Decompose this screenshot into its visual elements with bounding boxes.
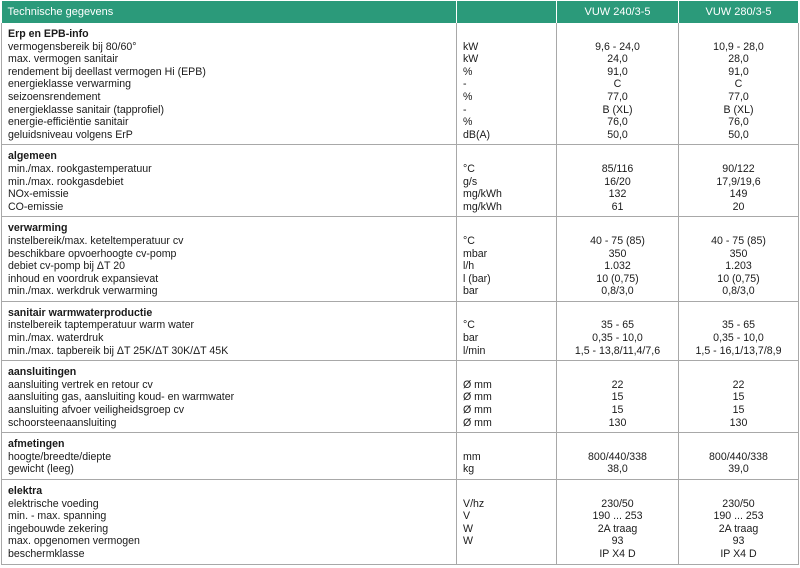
section-header-row bbox=[2, 220, 799, 235]
table-row bbox=[2, 463, 799, 476]
row-label: beschermklasse bbox=[2, 548, 457, 561]
row-unit: V/hz bbox=[457, 498, 557, 511]
row-label: aansluiting afvoer veiligheidsgroep cv bbox=[2, 404, 457, 417]
row-label: max. opgenomen vermogen bbox=[2, 535, 457, 548]
section-title: elektra bbox=[2, 483, 457, 498]
header-row bbox=[2, 1, 799, 23]
row-label: rendement bij deellast vermogen Hi (EPB) bbox=[2, 66, 457, 79]
row-label: instelbereik taptemperatuur warm water bbox=[2, 319, 457, 332]
row-unit: bar bbox=[457, 332, 557, 345]
row-label: hoogte/breedte/diepte bbox=[2, 451, 457, 464]
row-label: aansluiting gas, aansluiting koud- en warmwater bbox=[2, 391, 457, 404]
header-model-b: VUW 280/3-5 bbox=[679, 1, 799, 23]
row-value-model-a: 77,0 bbox=[557, 91, 679, 104]
row-value-model-b: 800/440/338 bbox=[679, 451, 799, 464]
section-header-unit bbox=[457, 436, 557, 451]
row-label: vermogensbereik bij 80/60° bbox=[2, 41, 457, 54]
row-value-model-b: 93 bbox=[679, 535, 799, 548]
table-row bbox=[2, 548, 799, 561]
technical-specs-table bbox=[1, 1, 799, 565]
row-value-model-b: 15 bbox=[679, 404, 799, 417]
table-row bbox=[2, 66, 799, 79]
row-value-model-a: 24,0 bbox=[557, 53, 679, 66]
row-unit: l/h bbox=[457, 260, 557, 273]
row-unit: °C bbox=[457, 319, 557, 332]
table-body bbox=[2, 23, 799, 564]
row-value-model-b: 22 bbox=[679, 379, 799, 392]
divider-cell bbox=[457, 561, 557, 565]
header-unit bbox=[457, 1, 557, 23]
row-unit: mg/kWh bbox=[457, 201, 557, 214]
table-row bbox=[2, 176, 799, 189]
row-value-model-b: C bbox=[679, 78, 799, 91]
table-row bbox=[2, 78, 799, 91]
table-header bbox=[2, 1, 799, 23]
row-label: energieklasse sanitair (tapprofiel) bbox=[2, 104, 457, 117]
section-header-b bbox=[679, 26, 799, 41]
row-label: min. - max. spanning bbox=[2, 510, 457, 523]
row-unit: mbar bbox=[457, 248, 557, 261]
row-value-model-b: 20 bbox=[679, 201, 799, 214]
row-value-model-b: 50,0 bbox=[679, 129, 799, 142]
section-header-unit bbox=[457, 483, 557, 498]
table-row bbox=[2, 451, 799, 464]
table-row bbox=[2, 417, 799, 430]
section-title: afmetingen bbox=[2, 436, 457, 451]
row-value-model-b: 190 ... 253 bbox=[679, 510, 799, 523]
table-row bbox=[2, 523, 799, 536]
row-value-model-b: 2A traag bbox=[679, 523, 799, 536]
row-value-model-a: 1.032 bbox=[557, 260, 679, 273]
table-row bbox=[2, 91, 799, 104]
row-unit: % bbox=[457, 66, 557, 79]
table-row bbox=[2, 163, 799, 176]
table-row bbox=[2, 129, 799, 142]
section-header-row bbox=[2, 26, 799, 41]
table-row bbox=[2, 116, 799, 129]
row-label: min./max. rookgasdebiet bbox=[2, 176, 457, 189]
section-header-b bbox=[679, 364, 799, 379]
row-unit: - bbox=[457, 104, 557, 117]
row-value-model-b: 77,0 bbox=[679, 91, 799, 104]
section-header-a bbox=[557, 148, 679, 163]
row-unit: kW bbox=[457, 53, 557, 66]
table-row bbox=[2, 273, 799, 286]
row-value-model-a: 91,0 bbox=[557, 66, 679, 79]
table-row bbox=[2, 391, 799, 404]
row-value-model-b: 230/50 bbox=[679, 498, 799, 511]
row-label: min./max. werkdruk verwarming bbox=[2, 285, 457, 298]
row-label: energieklasse verwarming bbox=[2, 78, 457, 91]
header-title: Technische gegevens bbox=[2, 1, 457, 23]
row-value-model-a: 93 bbox=[557, 535, 679, 548]
section-header-row bbox=[2, 148, 799, 163]
section-title: sanitair warmwaterproductie bbox=[2, 305, 457, 320]
row-unit: l/min bbox=[457, 345, 557, 358]
row-value-model-a: 16/20 bbox=[557, 176, 679, 189]
row-unit: bar bbox=[457, 285, 557, 298]
row-value-model-b: 39,0 bbox=[679, 463, 799, 476]
row-value-model-b: IP X4 D bbox=[679, 548, 799, 561]
row-value-model-b: 0,8/3,0 bbox=[679, 285, 799, 298]
row-value-model-a: 350 bbox=[557, 248, 679, 261]
row-unit: l (bar) bbox=[457, 273, 557, 286]
section-header-unit bbox=[457, 26, 557, 41]
row-value-model-a: 40 - 75 (85) bbox=[557, 235, 679, 248]
row-value-model-a: IP X4 D bbox=[557, 548, 679, 561]
row-label: aansluiting vertrek en retour cv bbox=[2, 379, 457, 392]
table-row bbox=[2, 260, 799, 273]
section-header-a bbox=[557, 220, 679, 235]
divider-cell bbox=[679, 561, 799, 565]
row-value-model-b: 40 - 75 (85) bbox=[679, 235, 799, 248]
section-header-a bbox=[557, 483, 679, 498]
row-value-model-b: 15 bbox=[679, 391, 799, 404]
row-unit: mg/kWh bbox=[457, 188, 557, 201]
row-value-model-b: 350 bbox=[679, 248, 799, 261]
section-title: aansluitingen bbox=[2, 364, 457, 379]
section-header-unit bbox=[457, 364, 557, 379]
section-header-unit bbox=[457, 220, 557, 235]
row-value-model-b: 10 (0,75) bbox=[679, 273, 799, 286]
row-value-model-a: 0,35 - 10,0 bbox=[557, 332, 679, 345]
table-row bbox=[2, 248, 799, 261]
row-label: energie-efficiëntie sanitair bbox=[2, 116, 457, 129]
row-unit bbox=[457, 548, 557, 561]
row-label: inhoud en voordruk expansievat bbox=[2, 273, 457, 286]
row-unit: Ø mm bbox=[457, 417, 557, 430]
row-value-model-b: 1,5 - 16,1/13,7/8,9 bbox=[679, 345, 799, 358]
row-unit: kW bbox=[457, 41, 557, 54]
row-value-model-b: B (XL) bbox=[679, 104, 799, 117]
table-row bbox=[2, 235, 799, 248]
row-value-model-b: 35 - 65 bbox=[679, 319, 799, 332]
table-row bbox=[2, 379, 799, 392]
row-label: geluidsniveau volgens ErP bbox=[2, 129, 457, 142]
row-value-model-b: 149 bbox=[679, 188, 799, 201]
row-value-model-a: 50,0 bbox=[557, 129, 679, 142]
row-value-model-b: 0,35 - 10,0 bbox=[679, 332, 799, 345]
table-row bbox=[2, 345, 799, 358]
row-value-model-b: 90/122 bbox=[679, 163, 799, 176]
row-value-model-a: 10 (0,75) bbox=[557, 273, 679, 286]
table-row bbox=[2, 319, 799, 332]
row-value-model-a: 0,8/3,0 bbox=[557, 285, 679, 298]
row-label: NOx-emissie bbox=[2, 188, 457, 201]
row-unit: Ø mm bbox=[457, 391, 557, 404]
section-header-b bbox=[679, 305, 799, 320]
row-unit: °C bbox=[457, 163, 557, 176]
row-unit: - bbox=[457, 78, 557, 91]
row-unit: g/s bbox=[457, 176, 557, 189]
section-header-a bbox=[557, 305, 679, 320]
row-label: instelbereik/max. keteltemperatuur cv bbox=[2, 235, 457, 248]
table-row bbox=[2, 535, 799, 548]
section-header-a bbox=[557, 436, 679, 451]
row-value-model-a: 85/116 bbox=[557, 163, 679, 176]
row-label: debiet cv-pomp bij ΔT 20 bbox=[2, 260, 457, 273]
row-value-model-b: 10,9 - 28,0 bbox=[679, 41, 799, 54]
section-header-unit bbox=[457, 148, 557, 163]
row-label: elektrische voeding bbox=[2, 498, 457, 511]
row-value-model-a: 76,0 bbox=[557, 116, 679, 129]
row-label: CO-emissie bbox=[2, 201, 457, 214]
row-value-model-a: 800/440/338 bbox=[557, 451, 679, 464]
row-label: min./max. tapbereik bij ΔT 25K/ΔT 30K/ΔT 45K bbox=[2, 345, 457, 358]
row-value-model-a: 132 bbox=[557, 188, 679, 201]
row-value-model-a: 15 bbox=[557, 404, 679, 417]
row-value-model-a: 230/50 bbox=[557, 498, 679, 511]
section-header-row bbox=[2, 305, 799, 320]
row-value-model-a: C bbox=[557, 78, 679, 91]
row-unit: % bbox=[457, 91, 557, 104]
row-value-model-a: 9,6 - 24,0 bbox=[557, 41, 679, 54]
row-value-model-a: 190 ... 253 bbox=[557, 510, 679, 523]
row-value-model-b: 28,0 bbox=[679, 53, 799, 66]
row-value-model-a: 35 - 65 bbox=[557, 319, 679, 332]
section-header-b bbox=[679, 483, 799, 498]
row-unit: % bbox=[457, 116, 557, 129]
section-divider bbox=[2, 561, 799, 565]
table-row bbox=[2, 332, 799, 345]
row-value-model-a: 1,5 - 13,8/11,4/7,6 bbox=[557, 345, 679, 358]
row-unit: Ø mm bbox=[457, 379, 557, 392]
table-row bbox=[2, 41, 799, 54]
table-row bbox=[2, 53, 799, 66]
row-value-model-a: 22 bbox=[557, 379, 679, 392]
row-unit: Ø mm bbox=[457, 404, 557, 417]
section-header-row bbox=[2, 483, 799, 498]
table-row bbox=[2, 498, 799, 511]
row-label: max. vermogen sanitair bbox=[2, 53, 457, 66]
section-header-row bbox=[2, 364, 799, 379]
row-value-model-a: 61 bbox=[557, 201, 679, 214]
row-value-model-b: 17,9/19,6 bbox=[679, 176, 799, 189]
row-value-model-a: 130 bbox=[557, 417, 679, 430]
table-row bbox=[2, 510, 799, 523]
section-header-b bbox=[679, 436, 799, 451]
row-value-model-a: 2A traag bbox=[557, 523, 679, 536]
section-header-b bbox=[679, 220, 799, 235]
header-model-a: VUW 240/3-5 bbox=[557, 1, 679, 23]
section-title: verwarming bbox=[2, 220, 457, 235]
row-value-model-a: 38,0 bbox=[557, 463, 679, 476]
row-unit: V bbox=[457, 510, 557, 523]
row-label: ingebouwde zekering bbox=[2, 523, 457, 536]
section-title: Erp en EPB-info bbox=[2, 26, 457, 41]
row-label: min./max. rookgastemperatuur bbox=[2, 163, 457, 176]
row-value-model-a: B (XL) bbox=[557, 104, 679, 117]
divider-cell bbox=[557, 561, 679, 565]
section-header-row bbox=[2, 436, 799, 451]
table-row bbox=[2, 404, 799, 417]
row-value-model-b: 1.203 bbox=[679, 260, 799, 273]
row-label: schoorsteenaansluiting bbox=[2, 417, 457, 430]
section-header-unit bbox=[457, 305, 557, 320]
row-label: gewicht (leeg) bbox=[2, 463, 457, 476]
row-value-model-a: 15 bbox=[557, 391, 679, 404]
section-header-a bbox=[557, 364, 679, 379]
table-row bbox=[2, 201, 799, 214]
row-unit: W bbox=[457, 523, 557, 536]
section-title: algemeen bbox=[2, 148, 457, 163]
row-unit: °C bbox=[457, 235, 557, 248]
row-value-model-b: 130 bbox=[679, 417, 799, 430]
row-value-model-b: 76,0 bbox=[679, 116, 799, 129]
row-label: min./max. waterdruk bbox=[2, 332, 457, 345]
table-row bbox=[2, 188, 799, 201]
row-unit: W bbox=[457, 535, 557, 548]
section-header-b bbox=[679, 148, 799, 163]
table-row bbox=[2, 104, 799, 117]
row-value-model-b: 91,0 bbox=[679, 66, 799, 79]
spec-table-container bbox=[1, 1, 798, 565]
section-header-a bbox=[557, 26, 679, 41]
row-label: seizoensrendement bbox=[2, 91, 457, 104]
row-unit: dB(A) bbox=[457, 129, 557, 142]
table-row bbox=[2, 285, 799, 298]
divider-cell bbox=[2, 561, 457, 565]
row-unit: kg bbox=[457, 463, 557, 476]
row-label: beschikbare opvoerhoogte cv-pomp bbox=[2, 248, 457, 261]
row-unit: mm bbox=[457, 451, 557, 464]
